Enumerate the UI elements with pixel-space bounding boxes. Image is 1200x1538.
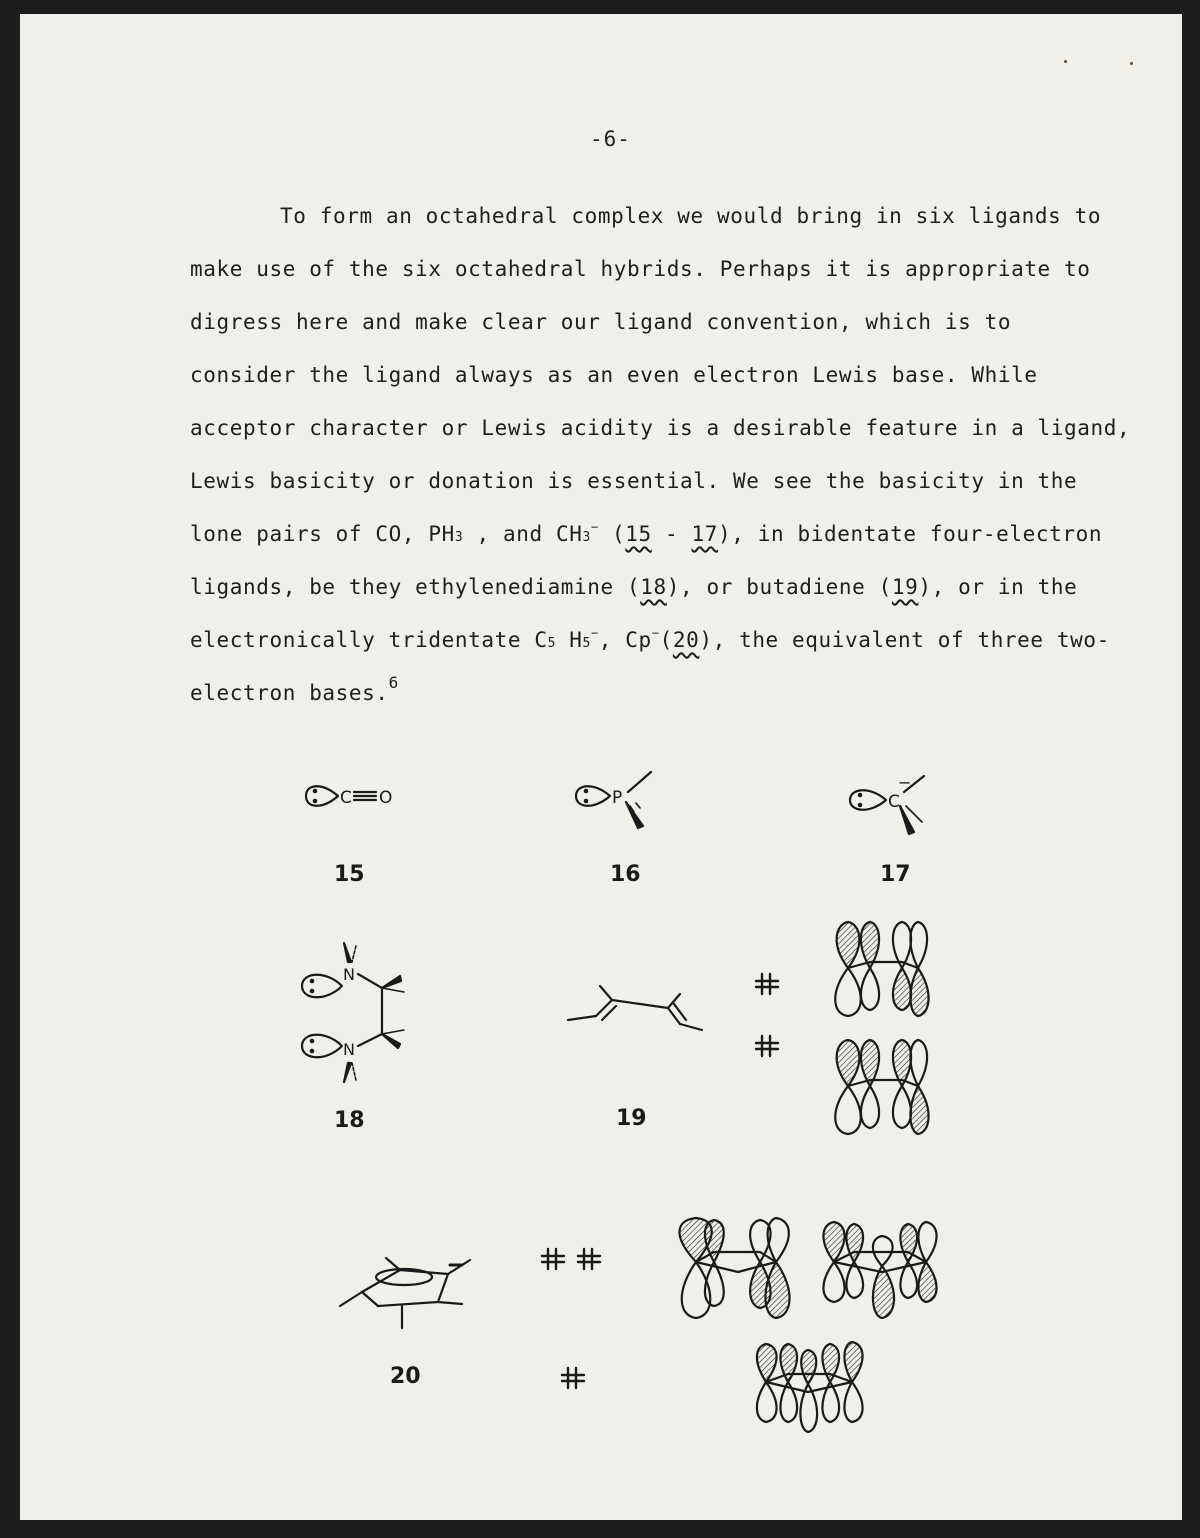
atom-p: P xyxy=(612,788,623,808)
atom-n: N xyxy=(343,965,355,984)
charge-minus: − xyxy=(898,773,912,792)
structure-18-ethylenediamine xyxy=(302,943,404,1082)
compound-label-16: 16 xyxy=(610,862,641,887)
structure-19-butadiene xyxy=(568,986,702,1030)
text-line: electronically tridentate C5 H5−, Cp−(20), the equivalent of three two- xyxy=(190,626,1110,652)
compound-ref: 19 xyxy=(891,575,919,599)
electron-pair-markers-20 xyxy=(542,1249,600,1388)
orbitals-19-psi2 xyxy=(835,1040,928,1134)
compound-ref: 20 xyxy=(672,628,700,652)
compound-label-15: 15 xyxy=(334,862,365,887)
page-number: -6- xyxy=(590,127,631,151)
footnote-marker: 6 xyxy=(388,673,399,692)
atom-n: N xyxy=(343,1040,355,1059)
text-line: Lewis basicity or donation is essential. We see the basicity in the xyxy=(190,469,1078,493)
lone-pair-lobe xyxy=(302,1035,342,1058)
compound-ref: 15 xyxy=(625,522,652,546)
atom-c: C xyxy=(340,788,352,808)
text-line: acceptor character or Lewis acidity is a desirable feature in a ligand, xyxy=(190,416,1131,440)
lone-pair-lobe xyxy=(576,786,610,806)
atom-o: O xyxy=(379,788,393,808)
structure-15-co xyxy=(306,786,392,808)
orbitals-20-set-a xyxy=(679,1218,789,1318)
text-line: make use of the six octahedral hybrids. Perhaps it is appropriate to xyxy=(190,257,1091,281)
orbitals-20-set-b xyxy=(823,1222,936,1318)
text-line: ligands, be they ethylenediamine (18), or butadiene (19), or in the xyxy=(190,575,1078,599)
lone-pair-lobe xyxy=(302,975,342,998)
lone-pair-lobe xyxy=(850,790,886,810)
orbitals-19-psi1 xyxy=(835,922,928,1016)
compound-ref: 18 xyxy=(640,575,667,599)
compound-label-17: 17 xyxy=(880,862,911,887)
orbitals-20-set-c xyxy=(757,1342,863,1432)
structure-16-ph3 xyxy=(576,772,651,828)
compound-label-20: 20 xyxy=(390,1364,421,1389)
text-line: digress here and make clear our ligand convention, which is to xyxy=(190,310,1012,334)
compound-label-18: 18 xyxy=(334,1108,365,1133)
electron-pair-markers-19 xyxy=(756,974,778,1056)
atom-c: C xyxy=(888,792,900,812)
text-line: lone pairs of CO, PH3 , and CH3− (15 - 17), in bidentate four-electron xyxy=(190,520,1103,546)
text-line: To form an octahedral complex we would bring in six ligands to xyxy=(280,204,1102,228)
compound-label-19: 19 xyxy=(616,1106,647,1131)
structure-17-ch3-anion xyxy=(850,773,924,834)
structure-20-cyclopentadienyl xyxy=(340,1258,470,1328)
compound-ref: 17 xyxy=(691,522,719,546)
text-line: electron bases.$^6$ xyxy=(190,673,399,705)
text-line: consider the ligand always as an even electron Lewis base. While xyxy=(190,363,1038,387)
lone-pair-lobe xyxy=(306,786,338,806)
